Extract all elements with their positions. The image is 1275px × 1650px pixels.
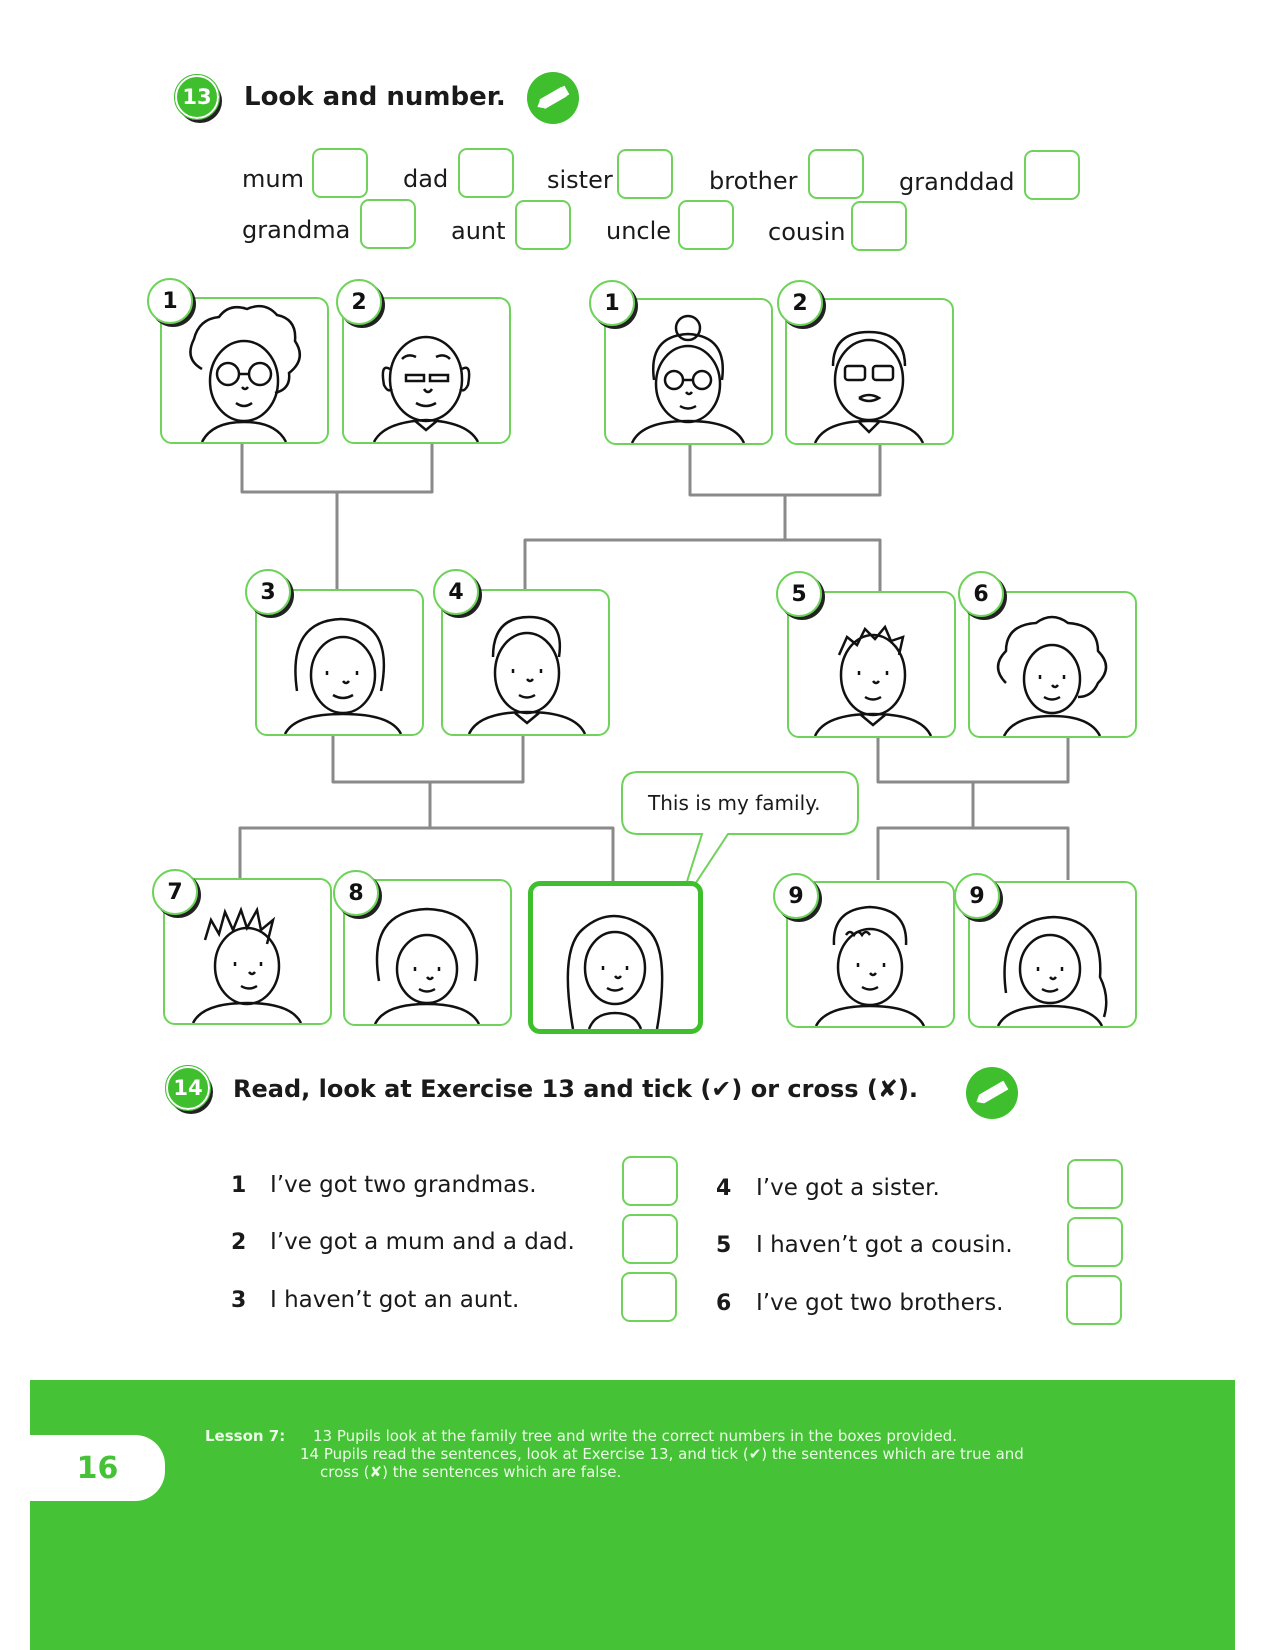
tick-box-6[interactable]	[1066, 1275, 1122, 1325]
item-1-text: I’ve got two grandmas.	[270, 1172, 537, 1198]
word-dad: dad	[403, 165, 449, 193]
tick-box-4[interactable]	[1067, 1159, 1123, 1209]
tick-box-1[interactable]	[622, 1156, 678, 1206]
exercise-13-number: 13	[175, 75, 219, 119]
tick-box-3[interactable]	[621, 1272, 677, 1322]
exercise-14-number: 14	[166, 1066, 210, 1110]
badge-9-girl: 9	[954, 873, 1000, 919]
badge-2-left: 2	[336, 279, 382, 325]
item-6-text: I’ve got two brothers.	[756, 1290, 1004, 1316]
word-grandma: grandma	[242, 216, 351, 244]
item-4-number: 4	[716, 1176, 732, 1201]
tick-box-5[interactable]	[1067, 1217, 1123, 1267]
portrait-grandma-left	[160, 297, 329, 444]
word-sister: sister	[547, 166, 613, 194]
portrait-self	[528, 881, 703, 1034]
word-cousin: cousin	[768, 218, 846, 246]
badge-6: 6	[958, 571, 1004, 617]
badge-3: 3	[245, 569, 291, 615]
long-haired-girl-icon	[533, 886, 698, 1029]
badge-1-left: 1	[147, 278, 193, 324]
lesson-label: Lesson 7:	[205, 1427, 286, 1445]
footer-band	[30, 1380, 1235, 1650]
badge-9-boy: 9	[773, 873, 819, 919]
teacher-note-line-2: 14 Pupils read the sentences, look at Exercise 13, and tick (✔) the sentences which are true and	[300, 1445, 1024, 1463]
item-6-number: 6	[716, 1291, 732, 1316]
item-5-text: I haven’t got a cousin.	[756, 1232, 1013, 1258]
curly-haired-woman-icon	[162, 299, 327, 442]
teacher-note-line-3: cross (✘) the sentences which are false.	[320, 1463, 622, 1481]
badge-8: 8	[333, 870, 379, 916]
exercise-13-title: Look and number.	[244, 82, 506, 112]
item-4-text: I’ve got a sister.	[756, 1175, 940, 1201]
portrait-5	[787, 591, 956, 738]
badge-7: 7	[152, 869, 198, 915]
item-3-number: 3	[231, 1288, 247, 1313]
woman-with-bun-icon	[606, 300, 771, 443]
word-granddad: granddad	[899, 168, 1015, 196]
teacher-note-line-1: 13 Pupils look at the family tree and write the correct numbers in the boxes provided.	[313, 1427, 957, 1445]
badge-2-right: 2	[777, 280, 823, 326]
man-icon	[443, 591, 608, 734]
speech-bubble-text: This is my family.	[648, 791, 821, 815]
badge-5: 5	[776, 571, 822, 617]
item-5-number: 5	[716, 1233, 732, 1258]
word-uncle: uncle	[606, 217, 672, 245]
word-mum: mum	[242, 165, 304, 193]
word-aunt: aunt	[451, 217, 506, 245]
item-1-number: 1	[231, 1173, 247, 1198]
page-number: 16	[76, 1450, 119, 1486]
spiky-haired-man-icon	[789, 593, 954, 736]
badge-4: 4	[433, 569, 479, 615]
pencil-icon	[966, 1067, 1018, 1119]
tick-box-2[interactable]	[622, 1214, 678, 1264]
exercise-14-title: Read, look at Exercise 13 and tick (✔) or cross (✘).	[233, 1075, 919, 1103]
woman-icon	[257, 591, 422, 734]
page-number-tab	[30, 1435, 165, 1501]
portrait-grandma-right	[604, 298, 773, 445]
curly-haired-girl-icon	[970, 593, 1135, 736]
badge-1-right: 1	[589, 280, 635, 326]
item-3-text: I haven’t got an aunt.	[270, 1287, 520, 1313]
item-2-number: 2	[231, 1230, 247, 1255]
item-2-text: I’ve got a mum and a dad.	[270, 1229, 575, 1255]
word-brother: brother	[709, 167, 798, 195]
